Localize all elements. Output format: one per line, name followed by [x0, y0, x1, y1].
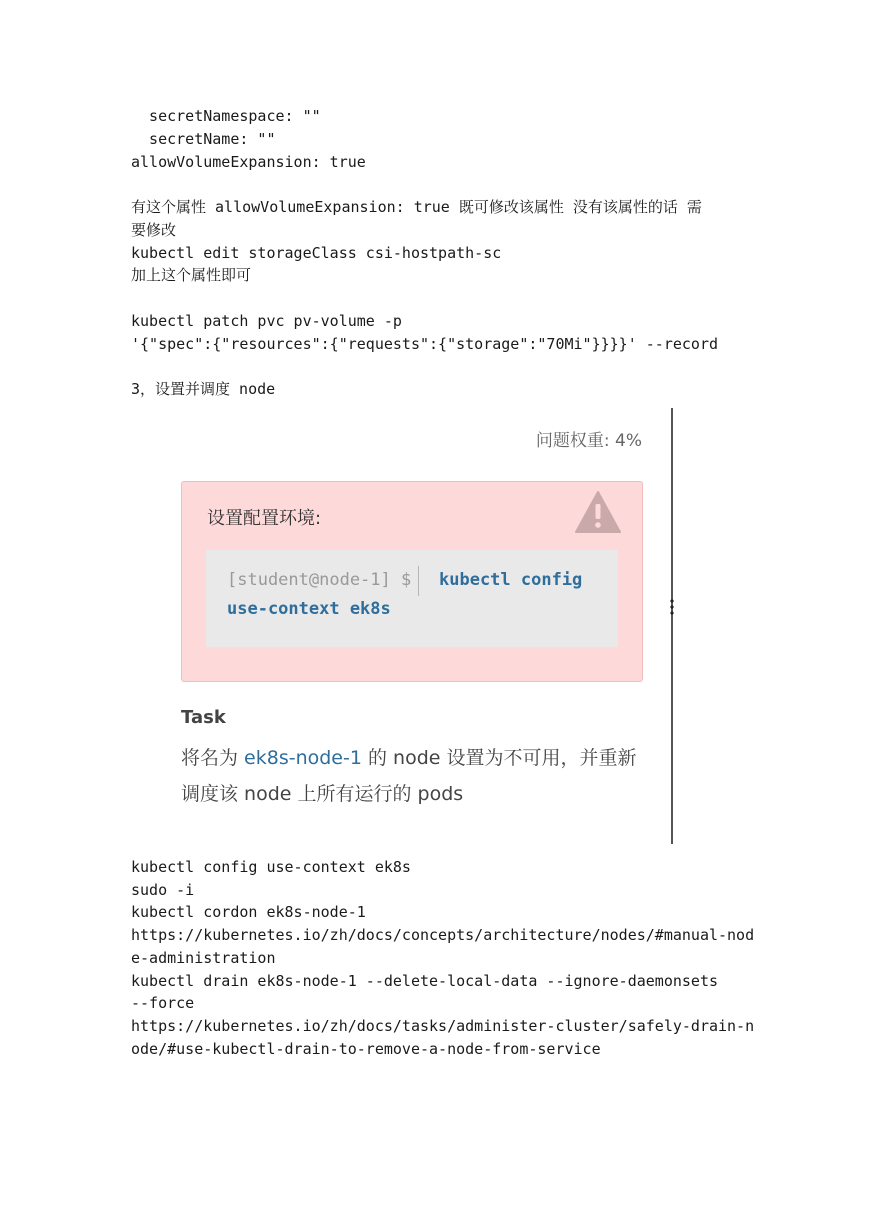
question-weight: 问题权重: 4% — [535, 431, 642, 451]
text-line: kubectl config use-context ek8s — [131, 858, 411, 876]
warning-triangle-icon — [574, 490, 622, 534]
task-description — [181, 740, 641, 812]
task-text: 将名为 — [181, 747, 245, 769]
text-line: allowVolumeExpansion: true — [131, 153, 366, 171]
text-line: kubectl cordon ek8s-node-1 — [131, 903, 366, 921]
shell-prompt: [student@node-1] $ — [227, 570, 412, 590]
environment-panel — [181, 481, 643, 682]
command-text: kubectl config — [439, 570, 583, 590]
text-line: kubectl patch pvc pv-volume -p — [131, 312, 402, 330]
text-line: '{"spec":{"resources":{"requests":{"storage":"70Mi"}}}}' --record — [131, 335, 718, 353]
text-line: secretNamespace: "" — [131, 107, 321, 125]
command-text-cont: use-context ek8s — [227, 599, 391, 619]
drag-handle-icon — [669, 598, 675, 616]
text-line: 加上这个属性即可 — [131, 266, 252, 284]
env-title: 设置配置环境: — [207, 508, 322, 529]
text-line: --force — [131, 994, 195, 1012]
text-line: 要修改 — [131, 221, 177, 239]
text-line: secretName: "" — [131, 130, 276, 148]
text-line: sudo -i — [131, 881, 195, 899]
text-line: 有这个属性 allowVolumeExpansion: true 既可修改该属性 没有该属性的话 需 — [131, 198, 702, 216]
text-line: kubectl edit storageClass csi-hostpath-sc — [131, 244, 502, 262]
url-line: https://kubernetes.io/zh/docs/concepts/architecture/nodes/#manual-nod — [131, 926, 755, 944]
url-line: e-administration — [131, 949, 276, 967]
divider-line — [671, 408, 673, 844]
command-box — [206, 550, 618, 647]
prompt-separator — [418, 566, 419, 596]
section-heading: 3，设置并调度 node — [131, 380, 276, 398]
task-text: 的 node 设置为不可用，并重新调度该 node 上所有运行的 pods — [181, 747, 637, 805]
url-line: https://kubernetes.io/zh/docs/tasks/administer-cluster/safely-drain-n — [131, 1017, 755, 1035]
task-screenshot — [131, 408, 676, 846]
node-name: ek8s-node-1 — [244, 747, 362, 769]
text-line: kubectl drain ek8s-node-1 --delete-local-data --ignore-daemonsets — [131, 972, 718, 990]
url-line: ode/#use-kubectl-drain-to-remove-a-node-from-service — [131, 1040, 601, 1058]
task-heading: Task — [181, 707, 226, 728]
